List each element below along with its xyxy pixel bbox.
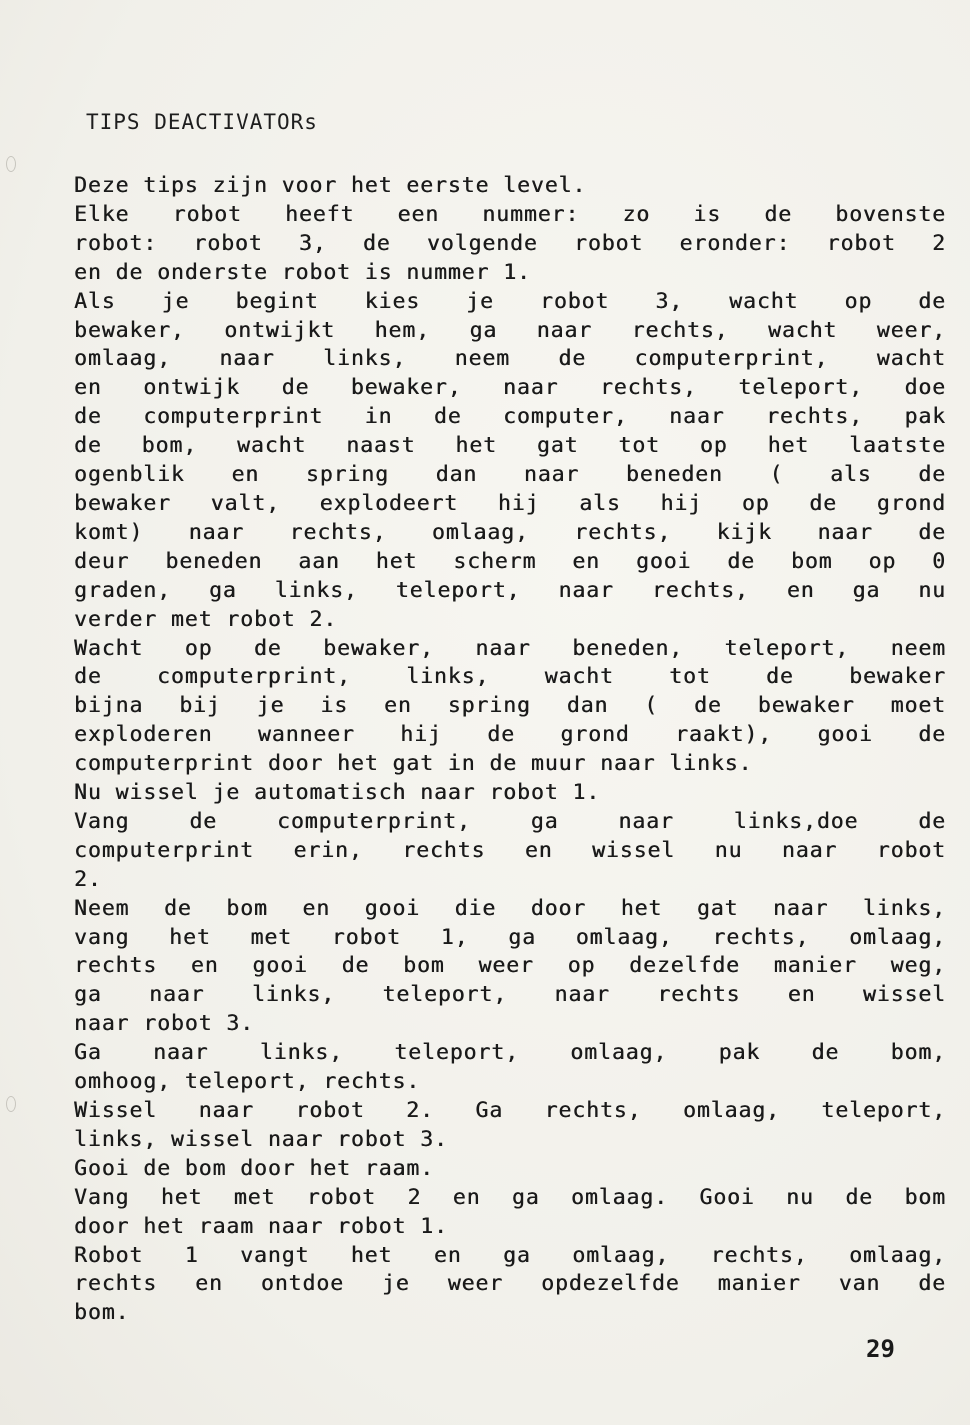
text-line: rechts en ontdoe je weer opdezelfde manier van de	[74, 1271, 946, 1297]
text-line: Neem de bom en gooi die door het gat naar links,	[74, 895, 946, 921]
text-line: ga naar links, teleport, naar rechts en wissel	[74, 982, 946, 1008]
text-line: Ga naar links, teleport, omlaag, pak de bom,	[74, 1040, 946, 1066]
text-line: bewaker, ontwijkt hem, ga naar rechts, wacht weer,	[74, 317, 946, 343]
text-line: Gooi de bom door het raam.	[74, 1155, 434, 1181]
text-line: robot: robot 3, de volgende robot eronder: robot 2	[74, 230, 946, 256]
text-line: Robot 1 vangt het en ga omlaag, rechts, omlaag,	[74, 1242, 946, 1268]
text-line: komt) naar rechts, omlaag, rechts, kijk naar de	[74, 519, 946, 545]
text-line: de bom, wacht naast het gat tot op het laatste	[74, 433, 946, 459]
text-line: computerprint erin, rechts en wissel nu naar robot	[74, 837, 946, 863]
text-line: Vang de computerprint, ga naar links,doe de	[74, 808, 946, 834]
text-line: en de onderste robot is nummer 1.	[74, 259, 531, 285]
text-line: bijna bij je is en spring dan ( de bewaker moet	[74, 693, 946, 719]
text-line: rechts en gooi de bom weer op dezelfde manier weg,	[74, 953, 946, 979]
text-line: de computerprint in de computer, naar rechts, pak	[74, 404, 946, 430]
page-number: 29	[866, 1335, 895, 1363]
text-line: links, wissel naar robot 3.	[74, 1126, 448, 1152]
text-line: vang het met robot 1, ga omlaag, rechts, omlaag,	[74, 924, 946, 950]
text-line: Vang het met robot 2 en ga omlaag. Gooi nu de bom	[74, 1184, 946, 1210]
text-line: graden, ga links, teleport, naar rechts, en ga nu	[74, 577, 946, 603]
text-line: Als je begint kies je robot 3, wacht op de	[74, 288, 946, 314]
text-line: de computerprint, links, wacht tot de bewaker	[74, 664, 946, 690]
text-line: computerprint door het gat in de muur naar links.	[74, 751, 753, 777]
body-text	[74, 172, 946, 1328]
text-line: Deze tips zijn voor het eerste level.	[74, 173, 587, 198]
text-line: omhoog, teleport, rechts.	[74, 1069, 421, 1095]
text-line: Wissel naar robot 2. Ga rechts, omlaag, teleport,	[74, 1098, 946, 1123]
text-line: naar robot 3.	[74, 1011, 254, 1037]
text-line: Nu wissel je automatisch naar robot 1.	[74, 780, 601, 806]
text-line: deur beneden aan het scherm en gooi de bom op 0	[74, 548, 946, 574]
text-line: verder met robot 2.	[74, 606, 338, 632]
text-line: door het raam naar robot 1.	[74, 1213, 448, 1239]
text-line: bewaker valt, explodeert hij als hij op de grond	[74, 490, 946, 516]
text-line: Elke robot heeft een nummer: zo is de bovenste	[74, 201, 946, 227]
text-line: ogenblik en spring dan naar beneden ( als de	[74, 462, 946, 488]
text-line: omlaag, naar links, neem de computerprint, wacht	[74, 346, 946, 372]
punch-mark	[6, 1096, 16, 1112]
text-line: 2.	[74, 866, 102, 892]
punch-mark	[6, 156, 16, 172]
text-line: exploderen wanneer hij de grond raakt), gooi de	[74, 722, 946, 748]
text-line: en ontwijk de bewaker, naar rechts, teleport, doe	[74, 375, 946, 401]
page-heading: TIPS DEACTIVATORs	[86, 110, 318, 134]
text-line: Wacht op de bewaker, naar beneden, teleport, neem	[74, 635, 946, 661]
text-line: bom.	[74, 1300, 130, 1326]
